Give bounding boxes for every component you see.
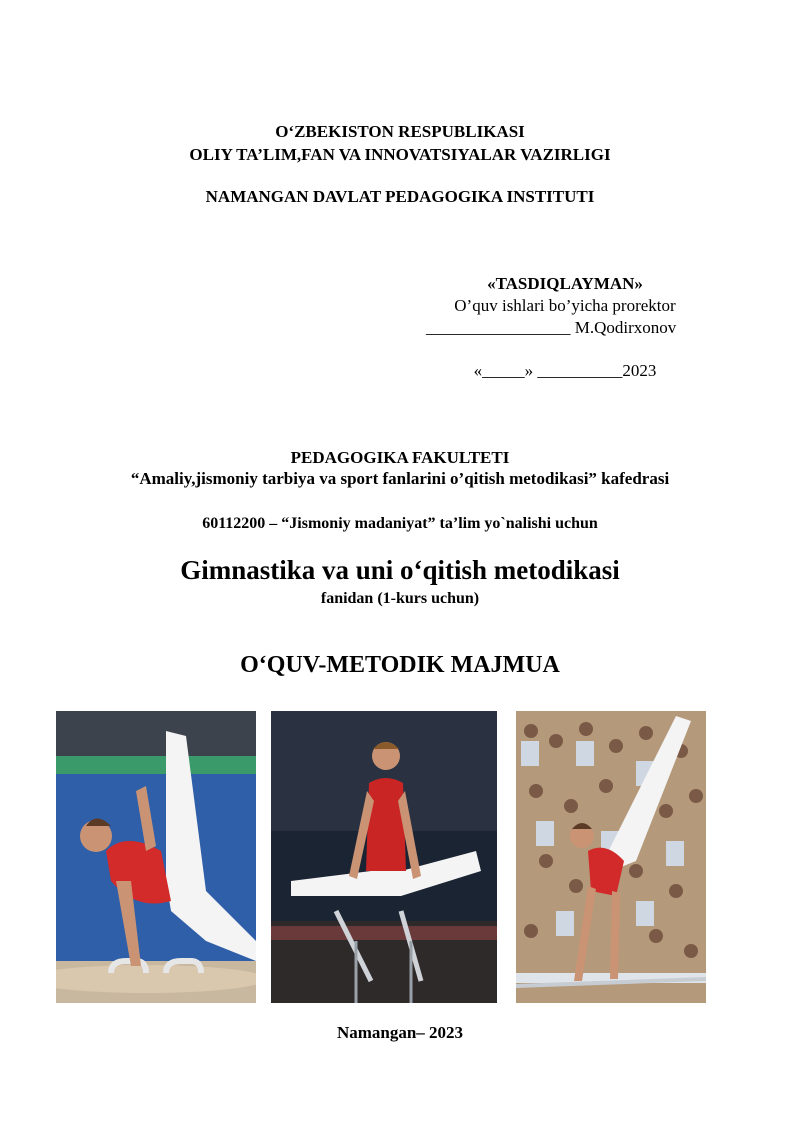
approval-signature-line: _________________ M.Qodirxonov — [426, 318, 677, 337]
pommel-horse-photo — [56, 711, 256, 1003]
complex-title: O‘QUV-METODIK MAJMUA — [240, 652, 560, 678]
institute-title: NAMANGAN DAVLAT PEDAGOGIKA INSTITUTI — [205, 187, 595, 206]
place-year: Namangan– 2023 — [336, 1023, 464, 1042]
crowd-parallel-bars-photo — [516, 711, 706, 1003]
department-name: “Amaliy,jismoniy tarbiya va sport fanlarini o’qitish metodikasi” kafedrasi — [130, 469, 670, 488]
approval-position: O’quv ishlari bo’yicha prorektor — [454, 296, 676, 315]
approval-date-line: «_____» __________2023 — [473, 361, 657, 380]
subject-subtitle: fanidan (1-kurs uchun) — [320, 590, 480, 607]
ministry-title: OLIY TA’LIM,FAN VA INNOVATSIYALAR VAZIRLIGI — [189, 145, 611, 164]
republic-title: O‘ZBEKISTON RESPUBLIKASI — [275, 122, 525, 141]
approval-title: «TASDIQLAYMAN» — [487, 274, 643, 293]
faculty-name: PEDAGOGIKA FAKULTETI — [290, 448, 510, 467]
parallel-bars-photo — [271, 711, 497, 1003]
program-line: 60112200 – “Jismoniy madaniyat” ta’lim yo`nalishi uchun — [202, 515, 598, 532]
subject-title: Gimnastika va uni o‘qitish metodikasi — [180, 555, 620, 585]
